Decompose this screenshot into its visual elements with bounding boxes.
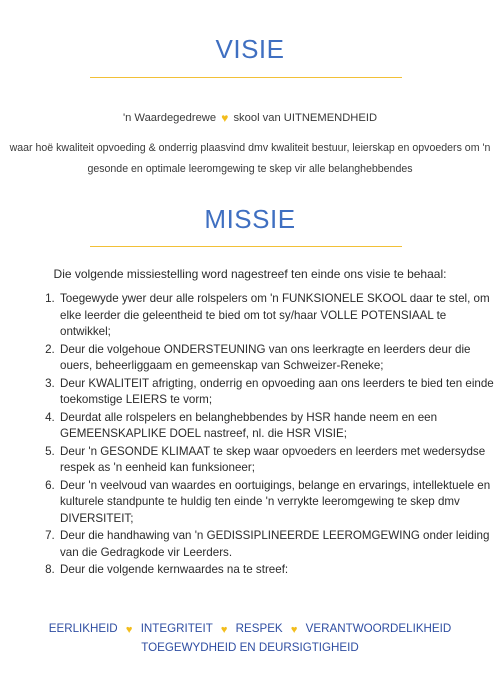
missie-list [36, 291, 498, 580]
missie-heading: MISSIE [204, 204, 296, 234]
visie-line1-pre: 'n Waardegedrewe [122, 112, 217, 124]
visie-description-line: waar hoë kwaliteit opvoeding & onderrig plaasvind dmv kwaliteit bestuur, leierskap en opvoeders om 'n [9, 142, 491, 154]
missie-divider [90, 246, 402, 247]
list-item: 1. Toegewyde ywer deur alle rolspelers om 'n FUNKSIONELE SKOOL daar te stel, om elke leerder die geleentheid te bied om tot sy/haar VOLLE POTENSIAAL te ontwikkel; [58, 291, 498, 341]
missie-intro: Die volgende missiestelling word nagestreef ten einde ons visie te behaal: [53, 267, 447, 281]
list-item: 5. Deur 'n GESONDE KLIMAAT te skep waar opvoeders en leerders met wedersydse respek as 'n eenheid kan funksioneer; [58, 444, 498, 477]
heart-icon: ♥ [290, 624, 298, 636]
visie-heading: VISIE [215, 34, 285, 64]
list-item: 7. Deur die handhawing van 'n GEDISSIPLINEERDE LEEROMGEWING onder leiding van die Gedragkode vir Leerders. [58, 528, 498, 561]
list-item: 4. Deurdat alle rolspelers en belanghebbendes by HSR hande neem en een GEMEENSKAPLIKE DOEL nastreef, nl. die HSR VISIE; [58, 410, 498, 443]
list-item: 8. Deur die volgende kernwaardes na te streef: [58, 562, 498, 579]
list-item: 3. Deur KWALITEIT afrigting, onderrig en opvoeding aan ons leerders te bied ten einde toekomstige LEIERS te vorm; [58, 376, 498, 409]
core-values [0, 620, 500, 656]
core-values-line2: TOEGEWYDHEID EN DEURSIGTIGHEID [141, 641, 359, 654]
visie-divider [90, 77, 402, 78]
visie-description-line: gesonde en optimale leeromgewing te skep vir alle belanghebbendes [87, 163, 413, 175]
value-label: RESPEK [235, 622, 283, 635]
value-label: INTEGRITEIT [140, 622, 213, 635]
core-values-line1 [0, 620, 500, 639]
list-item: 2. Deur die volgehoue ONDERSTEUNING van ons leerkragte en leerders deur die ouers, beheerliggaam en gemeenskap van Schweizer-Reneke; [58, 342, 498, 375]
heart-icon: ♥ [125, 624, 133, 636]
visie-statement-line [0, 111, 500, 125]
visie-line1-post: skool van UITNEMENDHEID [233, 112, 378, 124]
heart-icon: ♥ [220, 624, 228, 636]
value-label: VERANTWOORDELIKHEID [305, 622, 452, 635]
value-label: EERLIKHEID [48, 622, 118, 635]
list-item: 6. Deur 'n veelvoud van waardes en oortuigings, belange en ervarings, intellektuele en kulturele standpunte te huldig ten einde 'n verrykte leeromgewing te skep dmv DIVERSITEIT; [58, 478, 498, 528]
heart-icon: ♥ [221, 111, 229, 125]
